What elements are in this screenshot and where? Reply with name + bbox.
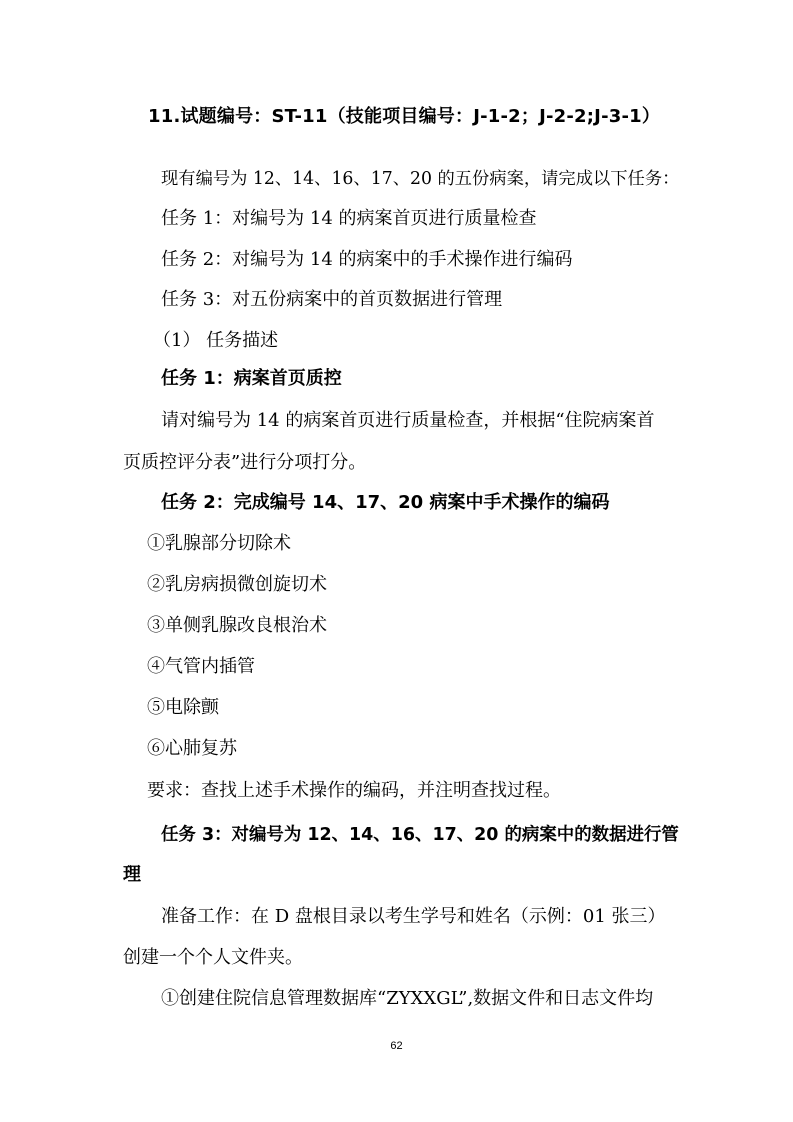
procedure-item-2: ②乳房病损微创旋切术 bbox=[147, 574, 327, 595]
task3-prep-line1: 准备工作：在 D 盘根目录以考生学号和姓名（示例：01 张三） bbox=[161, 906, 666, 927]
section-heading: （1） 任务描述 bbox=[153, 330, 279, 351]
procedure-item-3: ③单侧乳腺改良根治术 bbox=[147, 615, 327, 636]
task2-requirement: 要求：查找上述手术操作的编码，并注明查找过程。 bbox=[147, 780, 561, 801]
task2-heading: 任务 2：完成编号 14、17、20 病案中手术操作的编码 bbox=[161, 492, 610, 513]
task3-heading-line1: 任务 3：对编号为 12、14、16、17、20 的病案中的数据进行管 bbox=[161, 825, 679, 845]
task3-prep-line2: 创建一个个人文件夹。 bbox=[123, 947, 303, 968]
procedure-item-1: ①乳腺部分切除术 bbox=[147, 533, 291, 554]
procedure-item-6: ⑥心肺复苏 bbox=[147, 738, 237, 759]
task1-text-line2: 页质控评分表”进行分项打分。 bbox=[123, 452, 367, 473]
procedure-item-4: ④气管内插管 bbox=[147, 656, 255, 677]
task-overview-1: 任务 1：对编号为 14 的病案首页进行质量检查 bbox=[161, 208, 537, 229]
task3-heading-line2: 理 bbox=[123, 864, 141, 885]
procedure-item-5: ⑤电除颤 bbox=[147, 697, 219, 718]
question-title: 11.试题编号：ST-11（技能项目编号：J-1-2；J-2-2;J-3-1） bbox=[148, 106, 661, 127]
page-number: 62 bbox=[390, 1040, 403, 1052]
task1-heading: 任务 1：病案首页质控 bbox=[161, 368, 342, 389]
task-overview-2: 任务 2：对编号为 14 的病案中的手术操作进行编码 bbox=[161, 249, 573, 270]
intro-paragraph: 现有编号为 12、14、16、17、20 的五份病案，请完成以下任务： bbox=[161, 169, 680, 189]
task-overview-3: 任务 3：对五份病案中的首页数据进行管理 bbox=[161, 289, 503, 310]
task3-step1: ①创建住院信息管理数据库“ZYXXGL”,数据文件和日志文件均 bbox=[161, 988, 654, 1009]
task1-text-line1: 请对编号为 14 的病案首页进行质量检查，并根据“住院病案首 bbox=[161, 410, 655, 431]
